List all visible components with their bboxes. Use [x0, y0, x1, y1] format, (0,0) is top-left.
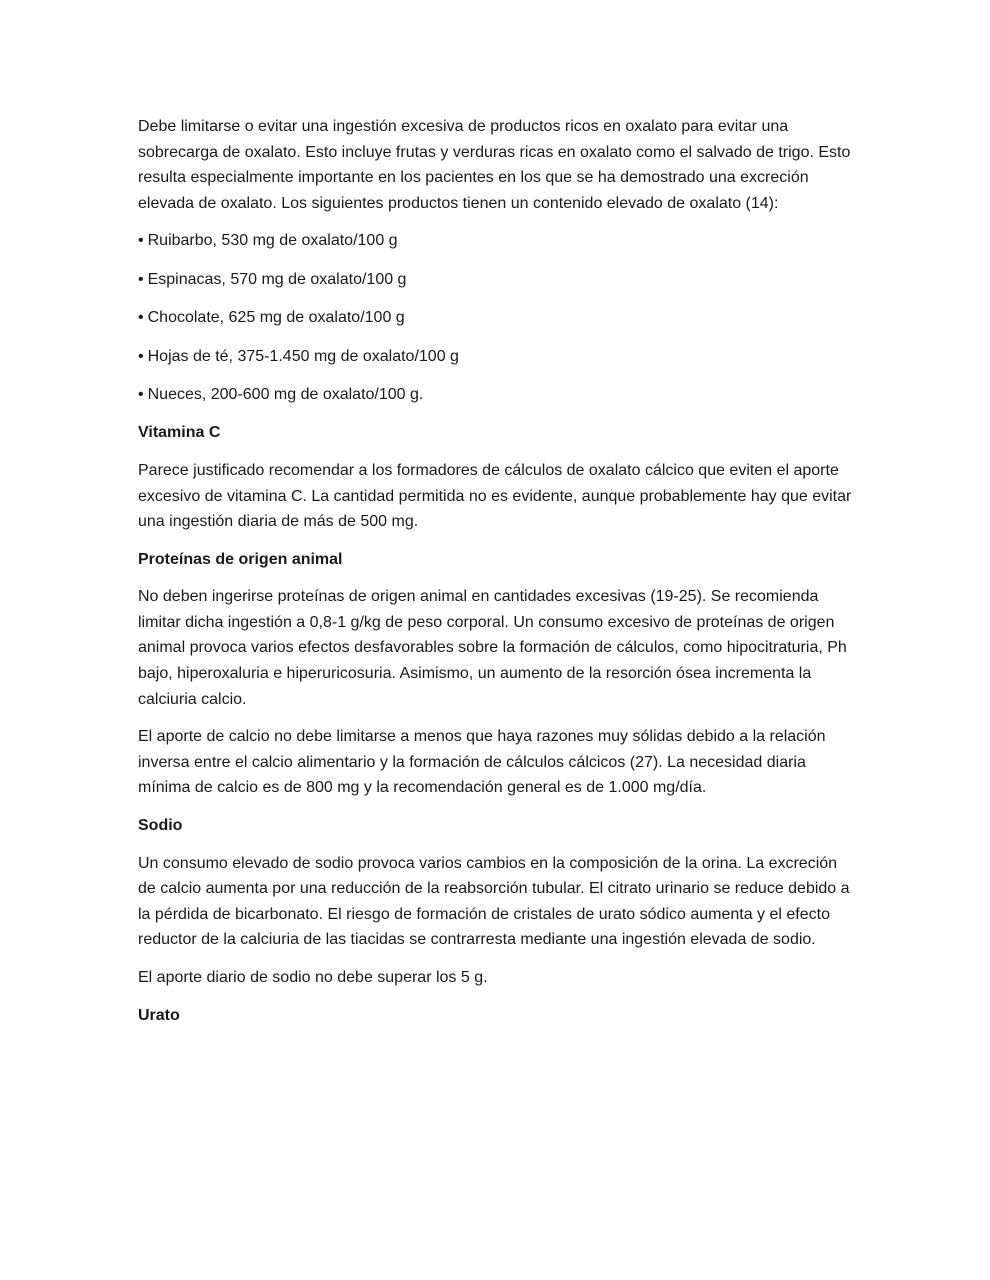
bullet-icon: •: [138, 232, 144, 250]
animal-protein-paragraph: No deben ingerirse proteínas de origen animal en cantidades excesivas (19-25). Se recomienda limitar dicha ingestión a 0,8-1 g/kg de peso corporal. Un consumo excesivo de proteínas de origen animal provoca varios efectos desfavorables sobre la formación de cálculos, como hipocitraturia, Ph bajo, hiperoxaluria e hiperuricosuria. Asimismo, un aumento de la resorción ósea incrementa la calciuria calcio.: [138, 588, 847, 708]
oxalate-list: [138, 228, 854, 407]
list-item: [138, 267, 854, 293]
vitamin-c-paragraph: Parece justificado recomendar a los formadores de cálculos de oxalato cálcico que eviten el aporte excesivo de vitamina C. La cantidad permitida no es evidente, aunque probablemente hay que evitar una ingestión diaria de más de 500 mg.: [138, 461, 852, 531]
intro-paragraph: Debe limitarse o evitar una ingestión excesiva de productos ricos en oxalato para evitar una sobrecarga de oxalato. Esto incluye frutas y verduras ricas en oxalato como el salvado de trigo. Esto resulta especialmente importante en los pacientes en los que se ha demostrado una excreción elevada de oxalato. Los siguientes productos tienen un contenido elevado de oxalato (14):: [138, 118, 851, 212]
urate-heading: Urato: [138, 1006, 180, 1024]
list-item-text: Espinacas, 570 mg de oxalato/100 g: [147, 270, 407, 288]
document-page: [138, 114, 854, 1040]
list-item-text: Hojas de té, 375-1.450 mg de oxalato/100 g: [147, 347, 459, 365]
list-item-text: Nueces, 200-600 mg de oxalato/100 g.: [147, 385, 424, 403]
bullet-icon: •: [138, 309, 144, 327]
bullet-icon: •: [138, 385, 144, 403]
list-item: [138, 344, 854, 370]
sodium-limit-paragraph: El aporte diario de sodio no debe superar los 5 g.: [138, 969, 488, 987]
list-item: [138, 305, 854, 331]
sodium-paragraph: Un consumo elevado de sodio provoca varios cambios en la composición de la orina. La excreción de calcio aumenta por una reducción de la reabsorción tubular. El citrato urinario se reduce debido a la pérdida de bicarbonato. El riesgo de formación de cristales de urato sódico aumenta y el efecto reductor de la calciuria de las tiacidas se contrarresta mediante una ingestión elevada de sodio.: [138, 854, 850, 949]
list-item-text: Ruibarbo, 530 mg de oxalato/100 g: [147, 232, 398, 250]
bullet-icon: •: [138, 347, 144, 365]
animal-protein-heading: Proteínas de origen animal: [138, 550, 343, 568]
sodium-heading: Sodio: [138, 817, 183, 835]
list-item: [138, 382, 854, 408]
calcium-paragraph: El aporte de calcio no debe limitarse a menos que haya razones muy sólidas debido a la relación inversa entre el calcio alimentario y la formación de cálculos cálcicos (27). La necesidad diaria mínima de calcio es de 800 mg y la recomendación general es de 1.000 mg/día.: [138, 728, 826, 797]
list-item: [138, 228, 854, 254]
vitamin-c-heading: Vitamina C: [138, 424, 221, 442]
bullet-icon: •: [138, 270, 144, 288]
list-item-text: Chocolate, 625 mg de oxalato/100 g: [147, 309, 405, 327]
